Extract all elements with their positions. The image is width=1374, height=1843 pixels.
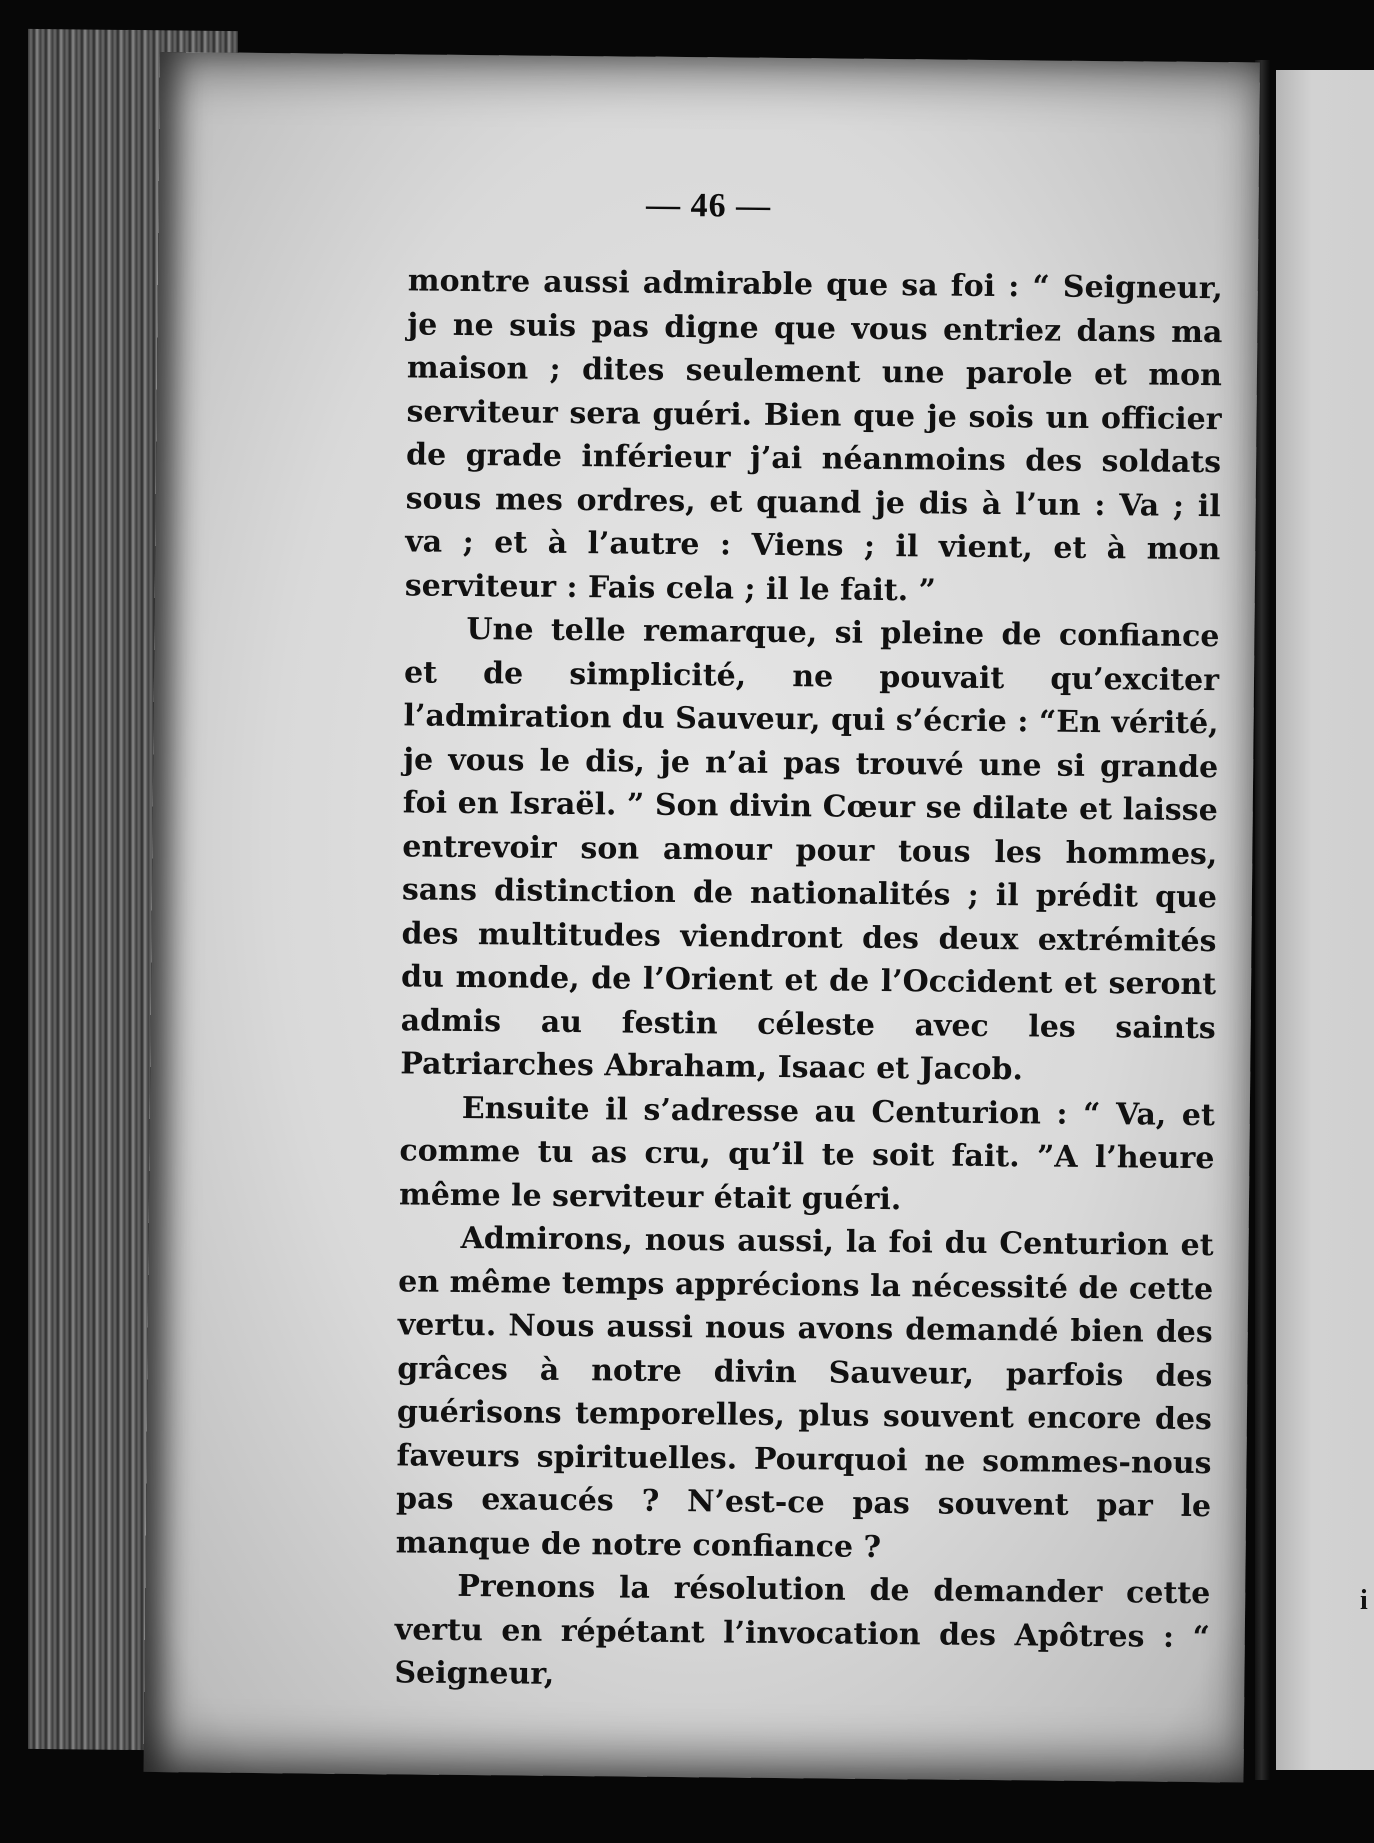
page-number: — 46 — — [645, 186, 772, 225]
paragraph: Prenons la résolution de demander cette vertu en répétant l’invocation des Apôtres : “ Seigneur, — [394, 1568, 1211, 1692]
book-page — [143, 52, 1259, 1782]
facing-page-text-fragment: i — [1360, 1585, 1368, 1616]
page-body-text — [394, 259, 1223, 1702]
paragraph-continued: montre aussi admirable que sa foi : “ Seigneur, je ne suis pas digne que vous entriez dans ma maison ; dites seulement une parole et mon serviteur sera guéri. Bien que je sois un officier de grade inférieur j’ai néanmoins des soldats sous mes ordres, et quand je dis à l’un : Va ; il va ; et à l’autre : Viens ; il vient, et à mon serviteur : Fais cela ; il le fait. ” — [404, 263, 1223, 608]
facing-page — [1276, 70, 1374, 1770]
paragraph: Une telle remarque, si pleine de confiance et de simplicité, ne pouvait qu’exciter l’admiration du Sauveur, qui s’écrie : “En vérité, je vous le dis, je n’ai pas trouvé une si grande foi en Israël. ” Son divin Cœur se dilate et laisse entrevoir son amour pour tous les hommes, sans distinction de nationalités ; il prédit que des multitudes viendront des deux extrémités du monde, de l’Orient et de l’Occident et seront admis au festin céleste avec les saints Patriarches Abraham, Isaac et Jacob. — [400, 611, 1220, 1088]
paragraph: Admirons, nous aussi, la foi du Centurion et en même temps apprécions la nécessité de cette vertu. Nous aussi nous avons demandé bien des grâces à notre divin Sauveur, parfois des guérisons temporelles, plus souvent encore des faveurs spirituelles. Pourquoi ne sommes-nous pas exaucés ? N’est-ce pas souvent par le manque de notre confiance ? — [395, 1220, 1214, 1565]
paragraph: Ensuite il s’adresse au Centurion : “ Va, et comme tu as cru, qu’il te soit fait. ”A l’heure même le serviteur était guéri. — [398, 1090, 1216, 1217]
